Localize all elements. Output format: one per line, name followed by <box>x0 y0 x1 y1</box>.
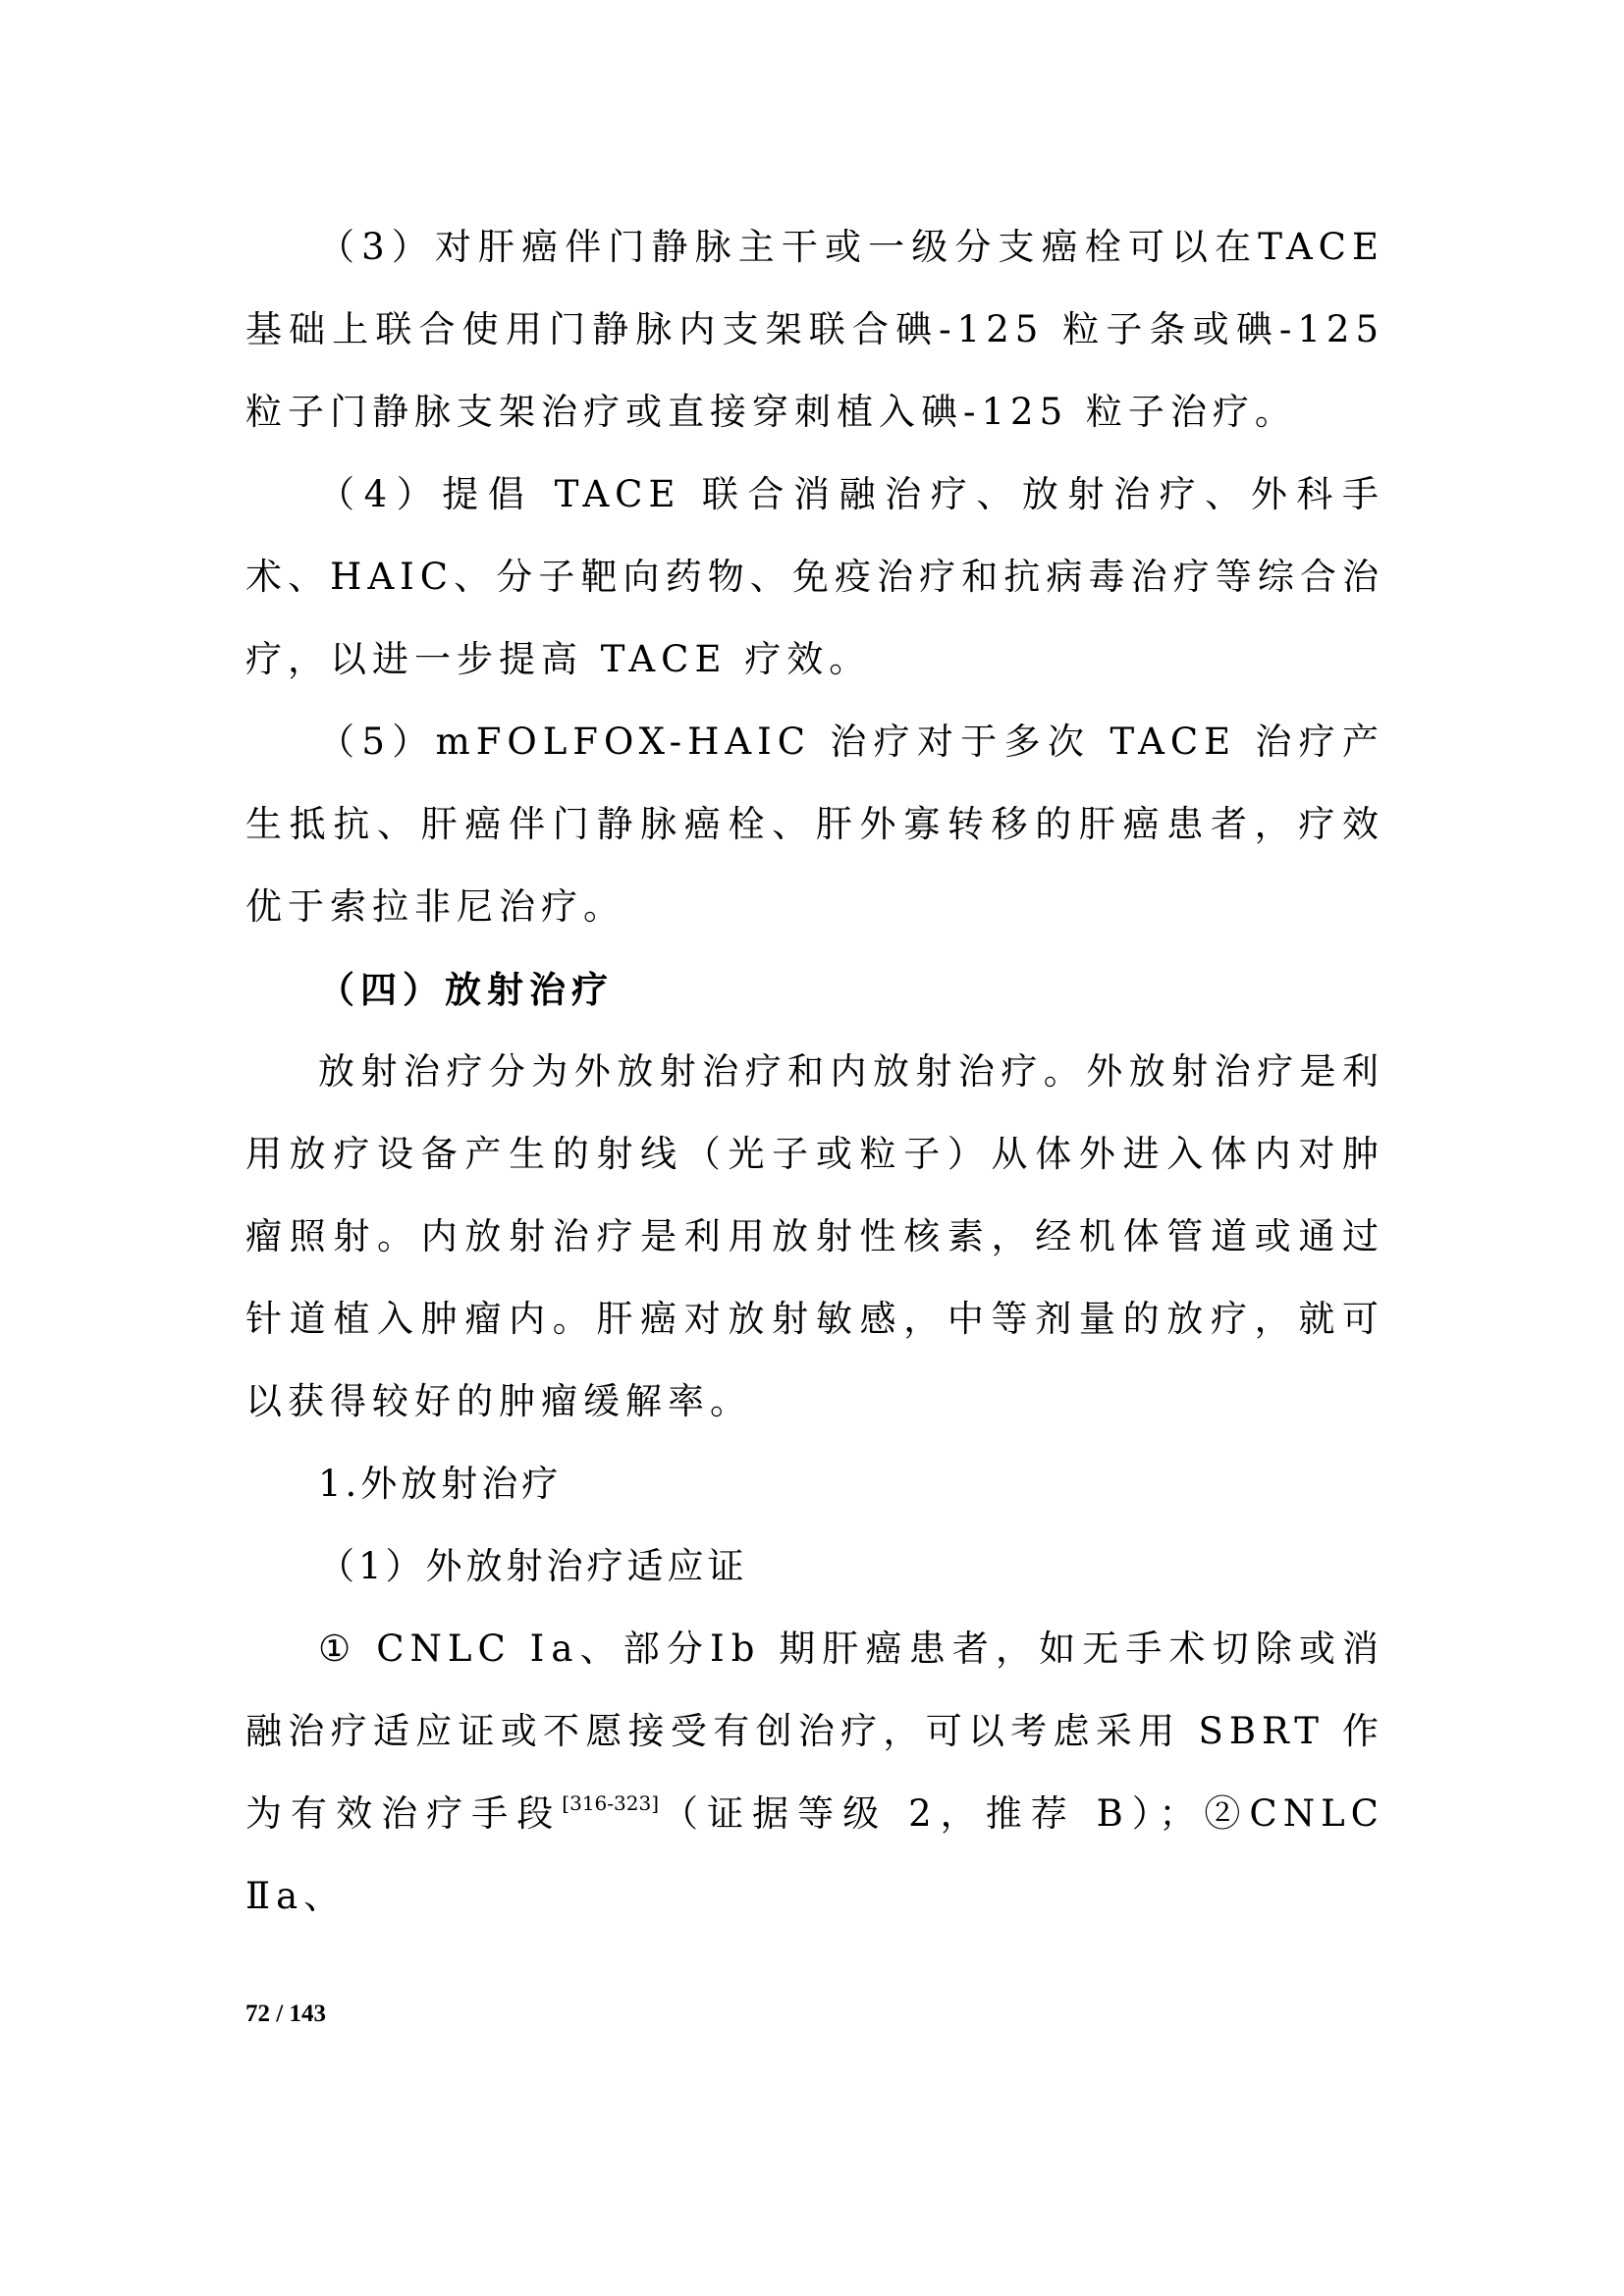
citation-reference: [316-323] <box>562 1791 660 1815</box>
paragraph-indications <box>245 1608 1384 1938</box>
indication-text-b: （证据等级 2，推荐 B）；②CNLC Ⅱa、 <box>245 1792 1384 1917</box>
subheading-external-radiotherapy: 1.外放射治疗 <box>318 1463 563 1505</box>
indication-text-a: ① CNLC Ⅰa、部分Ⅰb 期肝癌患者，如无手术切除或消融治疗适应证或不愿接受有创治疗，可以考虑采用 SBRT 作为有效治疗手段 <box>245 1628 1384 1835</box>
section-heading-radiotherapy: （四）放射治疗 <box>318 968 614 1011</box>
document-body <box>245 206 1384 1938</box>
page-number: 72 / 143 <box>245 2001 326 2027</box>
subheading-indications: （1）外放射治疗适应证 <box>318 1545 748 1587</box>
paragraph-item-3: （3）对肝癌伴门静脉主干或一级分支癌栓可以在TACE 基础上联合使用门静脉内支架联合碘-125 粒子条或碘-125 粒子门静脉支架治疗或直接穿刺植入碘-125 粒子治疗。 <box>245 226 1384 433</box>
paragraph-radiotherapy-intro: 放射治疗分为外放射治疗和内放射治疗。外放射治疗是利用放疗设备产生的射线（光子或粒子）从体外进入体内对肿瘤照射。内放射治疗是利用放射性核素，经机体管道或通过针道植入肿瘤内。肝癌对放射敏感，中等剂量的放疗，就可以获得较好的肿瘤缓解率。 <box>245 1050 1384 1422</box>
paragraph-item-5: （5）mFOLFOX-HAIC 治疗对于多次 TACE 治疗产生抵抗、肝癌伴门静脉癌栓、肝外寡转移的肝癌患者，疗效优于索拉非尼治疗。 <box>245 721 1384 928</box>
paragraph-item-4: （4）提倡 TACE 联合消融治疗、放射治疗、外科手术、HAIC、分子靶向药物、免疫治疗和抗病毒治疗等综合治疗，以进一步提高 TACE 疗效。 <box>245 473 1384 680</box>
